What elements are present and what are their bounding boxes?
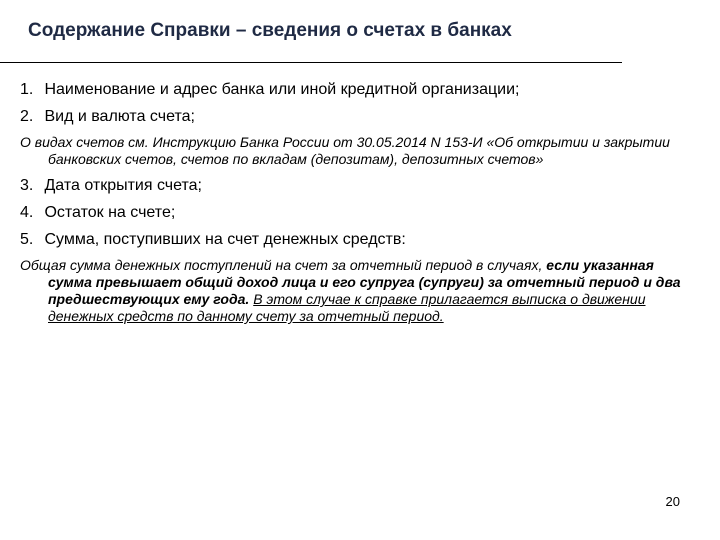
list-item-3 — [20, 176, 690, 196]
list-item-text: Дата открытия счета; — [44, 177, 202, 194]
page-number: 20 — [665, 494, 680, 509]
list-item-text: Вид и валюта счета; — [44, 108, 195, 125]
accounts-note: О видах счетов см. Инструкцию Банка России от 30.05.2014 N 153-И «Об открытии и закрытии банковских счетов, счетов по вкладам (депозитам), депозитных счетов» — [20, 134, 670, 167]
list-item-2 — [20, 107, 690, 127]
slide-content — [20, 80, 690, 333]
slide-title: Содержание Справки – сведения о счетах в банках — [28, 20, 512, 41]
income-note-attachment: В этом случае к справке прилагается выписка о движении денежных средств по данному счету за отчетный период. — [48, 291, 646, 324]
list-item-number: 2. — [20, 108, 34, 125]
list-item-text: Наименование и адрес банка или иной кредитной организации; — [44, 81, 520, 98]
title-divider — [0, 62, 622, 63]
list-item-number: 1. — [20, 81, 34, 98]
income-note-text: Общая сумма денежных поступлений на счет за отчетный период в случаях, — [20, 257, 547, 273]
list-item-number: 5. — [20, 231, 34, 248]
list-item-number: 4. — [20, 204, 34, 221]
list-item-1 — [20, 80, 690, 100]
income-note — [20, 257, 690, 325]
list-item-4 — [20, 203, 690, 223]
list-item-text: Остаток на счете; — [44, 204, 176, 221]
list-item-number: 3. — [20, 177, 34, 194]
income-note-condition: если указанная сумма превышает общий доход лица и его супруга (супруги) за отчетный период и два предшествующих ему года. — [48, 257, 681, 307]
list-item-text: Сумма, поступивших на счет денежных средств: — [44, 231, 406, 248]
list-item-5 — [20, 230, 690, 250]
